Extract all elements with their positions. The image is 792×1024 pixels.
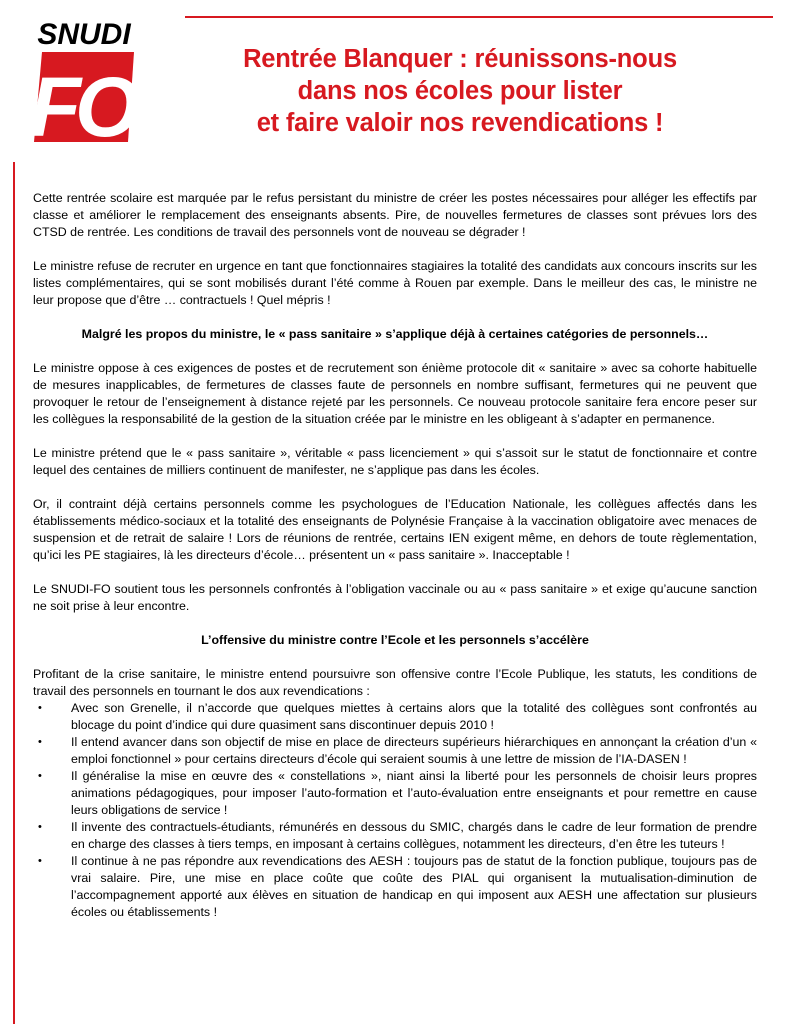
paragraph-pass-licenciement: Le ministre prétend que le « pass sanitaire », véritable « pass licenciement » qui s’assoit sur le statut de fonctionnaire et contre lequel des centaines de milliers continuent de manifester, ne s’applique pas dans les écoles. [33, 446, 757, 477]
list-item-text: Il continue à ne pas répondre aux revendications des AESH : toujours pas de statut de la fonction publique, toujours pas de vrai salaire. Pire, une mise en place coûte que coûte des PIAL qui organisent la mutualisation-diminution de l’accompagnement apporté aux élèves en situation de handicap en qui imposent aux AESH une affectation sur plusieurs écoles ou établissements ! [71, 854, 757, 919]
title-line-2: dans nos écoles pour lister [297, 77, 623, 105]
list-item-text: Il entend avancer dans son objectif de mise en place de directeurs supérieurs hiérarchiques en annonçant la création d’un « emploi fonctionnel » pour certains directeurs d’école qui seraient soumis à une lettre de mission de l’IA-DASEN ! [71, 735, 757, 766]
snudi-fo-logo [24, 14, 144, 144]
list-item-text: Avec son Grenelle, il n’accorde que quelques miettes à certains alors que la totalité des collègues sont confrontés au blocage du point d’indice qui dure quasiment sans discontinuer depuis 2010 ! [71, 701, 757, 732]
list-item [33, 734, 757, 768]
list-item [33, 853, 757, 921]
list-item [33, 700, 757, 734]
page-title [190, 43, 730, 139]
section-heading-pass-sanitaire: Malgré les propos du ministre, le « pass sanitaire » s’applique déjà à certaines catégories de personnels… [81, 327, 709, 341]
paragraph-rentree: Cette rentrée scolaire est marquée par le refus persistant du ministre de créer les postes nécessaires pour alléger les effectifs par classe et améliorer le remplacement des enseignants absents. Pire, de nouvelles fermetures de classes sont prévues lors des CTSD de rentrée. Les conditions de travail des personnels vont de nouveau se dégrader ! [33, 191, 757, 239]
bullet-icon: • [38, 702, 42, 714]
list-item-text: Il généralise la mise en œuvre des « constellations », niant ainsi la liberté pour les personnels de choisir leurs propres animations pédagogiques, pour imposer l’auto-formation et l’auto-évaluation entre enseignants et pour remettre en cause leurs obligations de service ! [71, 769, 757, 817]
list-item-text: Il invente des contractuels-étudiants, rémunérés en dessous du SMIC, chargés dans le cadre de leur formation de prendre en charge des classes à tiers temps, en imposant à certains collègues, notamment les directeurs, d’en être les tuteurs ! [71, 820, 757, 851]
paragraph-soutien: Le SNUDI-FO soutient tous les personnels confrontés à l’obligation vaccinale ou au « pass sanitaire » et exige qu’aucune sanction ne soit prise à leur encontre. [33, 582, 757, 613]
title-line-1: Rentrée Blanquer : réunissons-nous [243, 45, 677, 73]
list-item [33, 768, 757, 819]
bullet-icon: • [38, 736, 42, 748]
paragraph-protocole: Le ministre oppose à ces exigences de postes et de recrutement son énième protocole dit « sanitaire » avec sa cohorte habituelle de mesures inapplicables, de fermetures de classes faute de personnels en nombre suffisant, fermetures qui ne peuvent que provoquer le retour de l’enseignement à distance rejeté par les personnels. Ce nouveau protocole sanitaire fera encore peser sur les collègues la responsabilité de la gestion de la situation créée par le ministre en les obligeant à s’adapter en permanence. [33, 361, 757, 426]
article-body [33, 190, 757, 921]
header-rule [185, 16, 773, 18]
paragraph-vaccination: Or, il contraint déjà certains personnels comme les psychologues de l’Education Nationale, les collègues affectés dans les établissements médico-sociaux et la totalité des enseignants de Polynésie Française à la vaccination obligatoire avec menaces de suspension et de retrait de salaire ! Lors de réunions de rentrée, certains IEN exigent même, en dehors de toute règlementation, qu’ici les PE stagiaires, là les directeurs d’école… présentent un « pass sanitaire ». Inacceptable ! [33, 497, 757, 562]
bullet-icon: • [38, 821, 42, 833]
left-margin-rule [13, 162, 15, 1024]
section-heading-offensive: L’offensive du ministre contre l’Ecole et les personnels s’accélère [201, 633, 589, 647]
logo-fo-text: FO [29, 60, 135, 144]
list-item [33, 819, 757, 853]
paragraph-crise-sanitaire: Profitant de la crise sanitaire, le ministre entend poursuivre son offensive contre l’Ecole Publique, les statuts, les conditions de travail des personnels en tournant le dos aux revendications : [33, 667, 757, 698]
revendications-list [33, 700, 757, 921]
title-line-3: et faire valoir nos revendications ! [256, 109, 664, 137]
logo-snudi-text: SNUDI [37, 18, 131, 51]
paragraph-recrutement: Le ministre refuse de recruter en urgence en tant que fonctionnaires stagiaires la totalité des candidats aux concours inscrits sur les listes complémentaires, qui se sont mobilisés durant l’été comme à Rouen par exemple. Dans le meilleur des cas, le ministre ne leur propose que d’être … contractuels ! Quel mépris ! [33, 259, 757, 307]
bullet-icon: • [38, 770, 42, 782]
bullet-icon: • [38, 855, 42, 867]
